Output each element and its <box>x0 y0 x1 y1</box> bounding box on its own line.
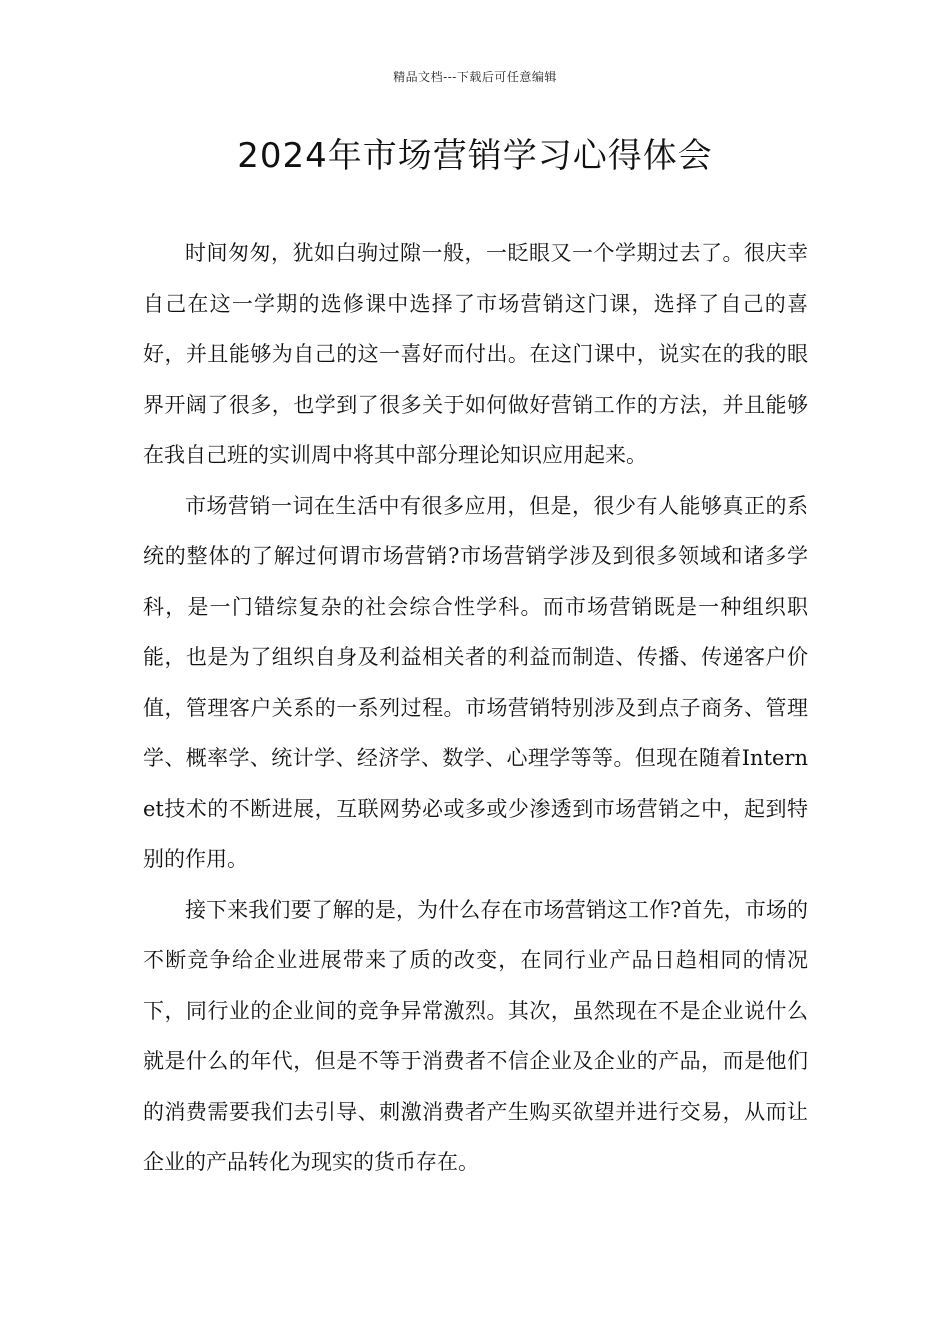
document-title: 2024年市场营销学习心得体会 <box>237 136 713 176</box>
paragraph-1: 时间匆匆，犹如白驹过隙一般，一眨眼又一个学期过去了。很庆幸自己在这一学期的选修课中选择了市场营销这门课，选择了自己的喜好，并且能够为自己的这一喜好而付出。在这门课中，说实在的我的眼界开阔了很多，也学到了很多关于如何做好营销工作的方法，并且能够在我自己班的实训周中将其中部分理论知识应用起来。 <box>143 241 808 467</box>
paragraph-2: 市场营销一词在生活中有很多应用，但是，很少有人能够真正的系统的整体的了解过何谓市场营销?市场营销学涉及到很多领域和诸多学科，是一门错综复杂的社会综合性学科。而市场营销既是一种组织职能，也是为了组织自身及利益相关者的利益而制造、传播、传递客户价值，管理客户关系的一系列过程。市场营销特别涉及到点子商务、管理学、概率学、统计学、经济学、数学、心理学等等。但现在随着Internet技术的不断进展，互联网势必或多或少渗透到市场营销之中，起到特别的作用。 <box>143 493 808 871</box>
document-body <box>143 228 808 1188</box>
paragraph-3: 接下来我们要了解的是，为什么存在市场营销这工作?首先，市场的不断竞争给企业进展带来了质的改变，在同行业产品日趋相同的情况下，同行业的企业间的竞争异常激烈。其次，虽然现在不是企业说什么就是什么的年代，但是不等于消费者不信企业及企业的产品，而是他们的消费需要我们去引导、刺激消费者产生购买欲望并进行交易，从而让企业的产品转化为现实的货币存在。 <box>143 897 808 1174</box>
header-note: 精品文档---下载后可任意编辑 <box>393 70 557 84</box>
